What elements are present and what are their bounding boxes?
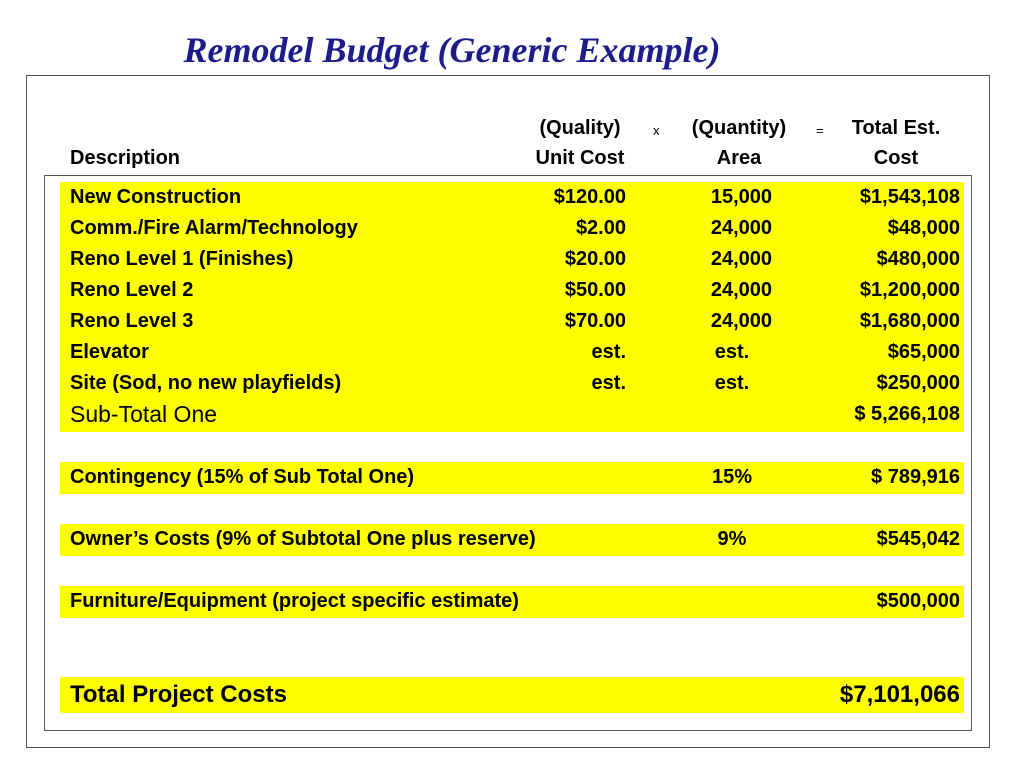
page-title: Remodel Budget (Generic Example) [183, 30, 721, 70]
item-unit-cost: $50.00 [564, 279, 626, 301]
owner-costs-band [60, 524, 964, 556]
item-description: Reno Level 1 (Finishes) [70, 248, 294, 270]
grand-total-row [60, 677, 964, 713]
item-area: est. [714, 341, 750, 363]
owner-costs-row [60, 524, 964, 555]
item-total: $1,200,000 [859, 279, 960, 301]
item-total: $250,000 [876, 372, 960, 394]
item-description: Comm./Fire Alarm/Technology [70, 217, 358, 239]
header-total-line2: Cost [873, 147, 919, 169]
table-row [60, 244, 964, 275]
furniture-row [60, 586, 964, 617]
item-total: $1,543,108 [859, 186, 960, 208]
table-row [60, 337, 964, 368]
subtotal-label: Sub-Total One [70, 401, 218, 427]
table-row [60, 213, 964, 244]
item-description: Elevator [70, 341, 149, 363]
item-unit-cost: $70.00 [564, 310, 626, 332]
item-unit-cost: est. [591, 372, 626, 394]
item-unit-cost: $120.00 [553, 186, 626, 208]
item-total: $65,000 [887, 341, 960, 363]
owner-costs-label: Owner’s Costs (9% of Subtotal One plus reserve) [70, 528, 536, 550]
item-description: Site (Sod, no new playfields) [70, 372, 342, 394]
item-area: 24,000 [710, 310, 772, 332]
subtotal-total: $ 5,266,108 [854, 403, 960, 425]
furniture-total: $500,000 [876, 590, 960, 612]
owner-costs-total: $545,042 [876, 528, 960, 550]
contingency-row [60, 462, 964, 493]
header-unit-cost-line1: (Quality) [539, 117, 621, 139]
equals-symbol: = [816, 123, 824, 138]
contingency-total: $ 789,916 [871, 466, 960, 488]
grand-total-band [60, 677, 964, 713]
header-area-line1: (Quantity) [691, 117, 787, 139]
header-total-line1: Total Est. [851, 117, 941, 139]
grand-total-label: Total Project Costs [70, 681, 287, 708]
item-total: $480,000 [876, 248, 960, 270]
item-area: 24,000 [710, 248, 772, 270]
table-row [60, 306, 964, 337]
header-unit-cost-line2: Unit Cost [535, 147, 625, 169]
owner-costs-rate: 9% [717, 528, 747, 550]
item-unit-cost: $2.00 [575, 217, 626, 239]
table-row [60, 368, 964, 399]
item-area: 15,000 [710, 186, 772, 208]
item-total: $1,680,000 [859, 310, 960, 332]
table-row [60, 182, 964, 213]
item-unit-cost: $20.00 [564, 248, 626, 270]
grand-total-value: $7,101,066 [839, 681, 960, 708]
furniture-label: Furniture/Equipment (project specific estimate) [70, 590, 519, 612]
times-symbol: x [653, 123, 660, 138]
item-description: New Construction [70, 186, 242, 208]
item-description: Reno Level 3 [70, 310, 194, 332]
item-area: 24,000 [710, 279, 772, 301]
item-unit-cost: est. [591, 341, 626, 363]
line-items-band [60, 182, 964, 432]
contingency-label: Contingency (15% of Sub Total One) [70, 466, 415, 488]
contingency-rate: 15% [711, 466, 753, 488]
subtotal-row [60, 399, 964, 430]
header-area-line2: Area [716, 147, 762, 169]
item-area: 24,000 [710, 217, 772, 239]
table-row [60, 275, 964, 306]
item-area: est. [714, 372, 750, 394]
item-description: Reno Level 2 [70, 279, 194, 301]
furniture-band [60, 586, 964, 618]
header-description: Description [70, 147, 181, 169]
item-total: $48,000 [887, 217, 960, 239]
contingency-band [60, 462, 964, 494]
